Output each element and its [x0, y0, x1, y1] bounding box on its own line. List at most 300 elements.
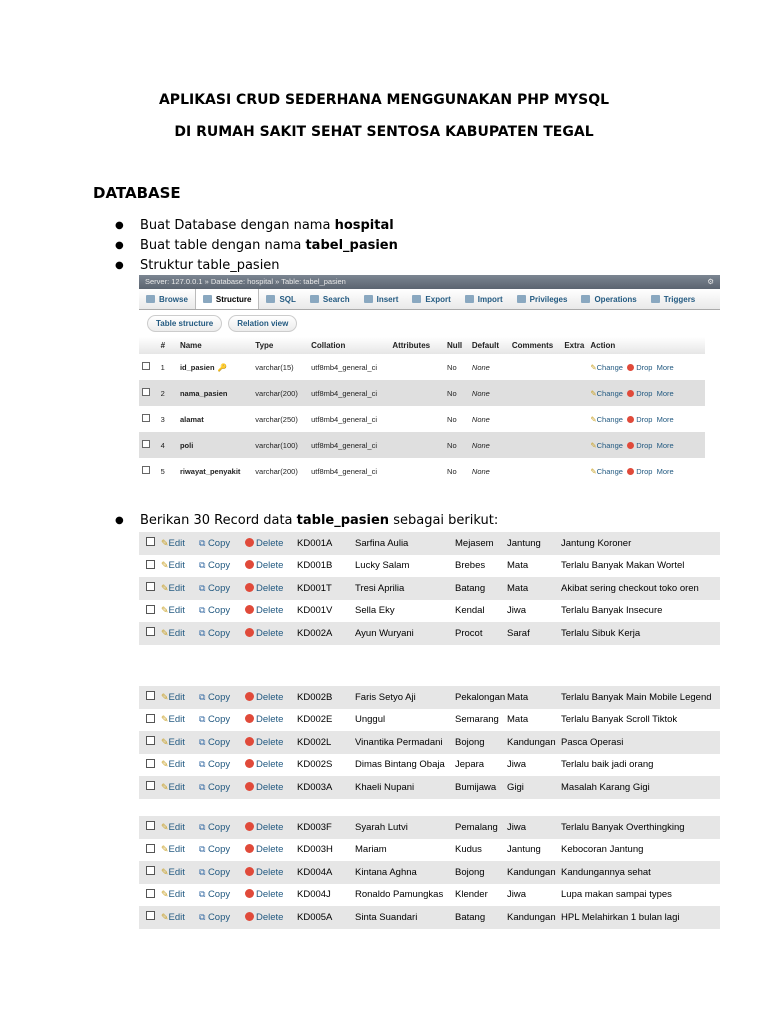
- bullet-dot: ●: [115, 515, 124, 526]
- record-address: Pekalongan: [455, 686, 507, 709]
- record-address: Pemalang: [455, 816, 507, 839]
- column-header: Attributes: [389, 337, 444, 354]
- pencil-icon: ✎: [590, 362, 597, 372]
- more-link[interactable]: More: [656, 466, 674, 476]
- record-id: KD001B: [297, 555, 355, 578]
- record-id: KD001A: [297, 532, 355, 555]
- drop-icon: [627, 416, 634, 423]
- field-extra: [561, 354, 587, 380]
- row-checkbox[interactable]: [146, 821, 155, 830]
- field-null: No: [444, 380, 469, 406]
- drop-icon: [627, 364, 634, 371]
- record-row: [139, 577, 720, 600]
- record-name: Ronaldo Pamungkas: [355, 884, 455, 907]
- drop-link[interactable]: Drop: [627, 389, 652, 398]
- subtab-relation-view[interactable]: Relation view: [228, 315, 297, 332]
- record-history: Terlalu Banyak Insecure: [561, 600, 720, 623]
- change-link[interactable]: ✎Change: [590, 466, 623, 476]
- copy-link[interactable]: ⧉ Copy: [199, 776, 245, 799]
- column-header: Extra: [561, 337, 587, 354]
- tab-browse[interactable]: Browse: [139, 289, 195, 309]
- field-comments: [509, 380, 561, 406]
- row-checkbox[interactable]: [146, 781, 155, 790]
- structure-row: [139, 458, 705, 484]
- field-null: No: [444, 458, 469, 484]
- pencil-icon: ✎: [161, 866, 169, 877]
- delete-link[interactable]: Delete: [245, 754, 297, 777]
- bullet-dot: ●: [115, 220, 124, 231]
- delete-link[interactable]: Delete: [245, 906, 297, 929]
- record-poli: Gigi: [507, 776, 561, 799]
- record-row: [139, 555, 720, 578]
- row-checkbox[interactable]: [146, 714, 155, 723]
- field-default: None: [469, 458, 509, 484]
- header-checkbox-cell: [139, 337, 158, 354]
- record-row: [139, 861, 720, 884]
- pencil-icon: ✎: [161, 582, 169, 593]
- copy-link[interactable]: ⧉ Copy: [199, 532, 245, 555]
- delete-icon: [245, 737, 254, 746]
- record-row: [139, 600, 720, 623]
- structure-row: [139, 406, 705, 432]
- record-address: Bojong: [455, 861, 507, 884]
- field-name: nama_pasien: [179, 388, 228, 398]
- edit-link[interactable]: ✎Edit: [161, 816, 199, 839]
- more-link[interactable]: More: [656, 388, 674, 398]
- row-checkbox[interactable]: [146, 736, 155, 745]
- pencil-icon: ✎: [590, 440, 597, 450]
- tab-insert[interactable]: Insert: [357, 289, 406, 309]
- record-row: [139, 884, 720, 907]
- record-poli: Jiwa: [507, 884, 561, 907]
- delete-icon: [245, 692, 254, 701]
- record-history: Jantung Koroner: [561, 532, 720, 555]
- subtab-bar: [147, 315, 297, 332]
- bullet-text: Berikan 30 Record data table_pasien sebagai berikut:: [140, 513, 499, 528]
- delete-link[interactable]: Delete: [245, 776, 297, 799]
- record-history: Masalah Karang Gigi: [561, 776, 720, 799]
- structure-icon: [203, 295, 212, 303]
- delete-link[interactable]: Delete: [245, 577, 297, 600]
- row-checkbox[interactable]: [146, 560, 155, 569]
- record-row: [139, 839, 720, 862]
- change-link[interactable]: ✎Change: [590, 362, 623, 372]
- row-checkbox[interactable]: [146, 605, 155, 614]
- change-link[interactable]: ✎Change: [590, 414, 623, 424]
- sql-icon: [266, 295, 275, 303]
- record-history: Terlalu Sibuk Kerja: [561, 622, 720, 645]
- more-link[interactable]: More: [656, 440, 674, 450]
- delete-link[interactable]: Delete: [245, 555, 297, 578]
- record-row: [139, 686, 720, 709]
- record-address: Kendal: [455, 600, 507, 623]
- copy-link[interactable]: ⧉ Copy: [199, 600, 245, 623]
- row-checkbox[interactable]: [146, 582, 155, 591]
- record-name: Sella Eky: [355, 600, 455, 623]
- edit-link[interactable]: ✎Edit: [161, 709, 199, 732]
- field-extra: [561, 406, 587, 432]
- copy-icon: ⧉: [199, 759, 208, 770]
- drop-link[interactable]: Drop: [627, 363, 652, 372]
- delete-icon: [245, 867, 254, 876]
- record-poli: Jiwa: [507, 600, 561, 623]
- field-name: riwayat_penyakit: [179, 466, 241, 476]
- pencil-icon: ✎: [161, 781, 169, 792]
- record-id: KD001V: [297, 600, 355, 623]
- bullet-dot: ●: [115, 240, 124, 251]
- field-default: None: [469, 380, 509, 406]
- record-name: Syarah Lutvi: [355, 816, 455, 839]
- triggers-icon: [651, 295, 660, 303]
- row-checkbox[interactable]: [146, 866, 155, 875]
- edit-link[interactable]: ✎Edit: [161, 555, 199, 578]
- record-history: Pasca Operasi: [561, 731, 720, 754]
- field-name: alamat: [179, 414, 204, 424]
- record-row: [139, 776, 720, 799]
- records-table-1: [139, 532, 720, 645]
- record-row: [139, 709, 720, 732]
- delete-icon: [245, 538, 254, 547]
- copy-link[interactable]: ⧉ Copy: [199, 816, 245, 839]
- tab-structure[interactable]: Structure: [195, 289, 260, 309]
- structure-table: [139, 337, 705, 484]
- record-address: Jepara: [455, 754, 507, 777]
- record-poli: Mata: [507, 577, 561, 600]
- record-address: Bojong: [455, 731, 507, 754]
- field-name: id_pasien: [179, 362, 215, 372]
- pencil-icon: ✎: [161, 560, 169, 571]
- field-comments: [509, 354, 561, 380]
- column-header: Action: [587, 337, 705, 354]
- drop-icon: [627, 390, 634, 397]
- record-poli: Mata: [507, 555, 561, 578]
- structure-row: [139, 432, 705, 458]
- copy-icon: ⧉: [199, 627, 208, 638]
- operations-icon: [581, 295, 590, 303]
- tab-triggers[interactable]: Triggers: [644, 289, 703, 309]
- phpmyadmin-structure-screenshot: [139, 275, 720, 488]
- column-header: #: [158, 337, 177, 354]
- copy-icon: ⧉: [199, 560, 208, 571]
- field-collation: utf8mb4_general_ci: [308, 432, 389, 458]
- copy-icon: ⧉: [199, 844, 208, 855]
- pencil-icon: ✎: [161, 605, 169, 616]
- record-name: Lucky Salam: [355, 555, 455, 578]
- records-table-3: [139, 816, 720, 929]
- record-address: Batang: [455, 906, 507, 929]
- copy-icon: ⧉: [199, 866, 208, 877]
- column-header: Comments: [509, 337, 561, 354]
- edit-link[interactable]: ✎Edit: [161, 861, 199, 884]
- row-checkbox[interactable]: [146, 627, 155, 636]
- field-extra: [561, 432, 587, 458]
- record-name: Mariam: [355, 839, 455, 862]
- record-poli: Jantung: [507, 532, 561, 555]
- privileges-icon: [517, 295, 526, 303]
- copy-icon: ⧉: [199, 537, 208, 548]
- delete-icon: [245, 605, 254, 614]
- edit-link[interactable]: ✎Edit: [161, 600, 199, 623]
- pencil-icon: ✎: [161, 537, 169, 548]
- document-title-line-2: DI RUMAH SAKIT SEHAT SENTOSA KABUPATEN TEGAL: [174, 124, 594, 140]
- field-extra: [561, 380, 587, 406]
- record-address: Brebes: [455, 555, 507, 578]
- pencil-icon: ✎: [161, 736, 169, 747]
- field-attributes: [389, 406, 444, 432]
- record-poli: Mata: [507, 686, 561, 709]
- edit-link[interactable]: ✎Edit: [161, 532, 199, 555]
- edit-link[interactable]: ✎Edit: [161, 577, 199, 600]
- field-attributes: [389, 432, 444, 458]
- field-comments: [509, 406, 561, 432]
- drop-link[interactable]: Drop: [627, 415, 652, 424]
- field-collation: utf8mb4_general_ci: [308, 380, 389, 406]
- record-name: Tresi Aprilia: [355, 577, 455, 600]
- record-name: Sarfina Aulia: [355, 532, 455, 555]
- copy-icon: ⧉: [199, 781, 208, 792]
- drop-icon: [627, 442, 634, 449]
- copy-link[interactable]: ⧉ Copy: [199, 731, 245, 754]
- field-null: No: [444, 432, 469, 458]
- record-id: KD001T: [297, 577, 355, 600]
- record-history: Lupa makan sampai types: [561, 884, 720, 907]
- copy-link[interactable]: ⧉ Copy: [199, 577, 245, 600]
- delete-link[interactable]: Delete: [245, 532, 297, 555]
- record-name: Ayun Wuryani: [355, 622, 455, 645]
- column-header: Null: [444, 337, 469, 354]
- tab-import[interactable]: Import: [458, 289, 510, 309]
- tab-export[interactable]: Export: [405, 289, 457, 309]
- field-attributes: [389, 354, 444, 380]
- field-collation: utf8mb4_general_ci: [308, 406, 389, 432]
- more-link[interactable]: More: [656, 414, 674, 424]
- delete-link[interactable]: Delete: [245, 709, 297, 732]
- pencil-icon: ✎: [161, 844, 169, 855]
- delete-link[interactable]: Delete: [245, 839, 297, 862]
- record-history: Kandungannya sehat: [561, 861, 720, 884]
- record-id: KD003A: [297, 776, 355, 799]
- row-checkbox[interactable]: [142, 466, 150, 474]
- edit-link[interactable]: ✎Edit: [161, 731, 199, 754]
- record-id: KD005A: [297, 906, 355, 929]
- column-header: Default: [469, 337, 509, 354]
- records-table-2: [139, 686, 720, 799]
- record-id: KD002S: [297, 754, 355, 777]
- record-address: Kudus: [455, 839, 507, 862]
- tab-privileges[interactable]: Privileges: [510, 289, 575, 309]
- row-checkbox[interactable]: [142, 388, 150, 396]
- row-checkbox[interactable]: [146, 759, 155, 768]
- copy-link[interactable]: ⧉ Copy: [199, 861, 245, 884]
- field-name: poli: [179, 440, 194, 450]
- delete-link[interactable]: Delete: [245, 861, 297, 884]
- pencil-icon: ✎: [590, 388, 597, 398]
- delete-icon: [245, 714, 254, 723]
- field-null: No: [444, 406, 469, 432]
- copy-link[interactable]: ⧉ Copy: [199, 839, 245, 862]
- record-address: Klender: [455, 884, 507, 907]
- field-type: varchar(200): [252, 380, 308, 406]
- pencil-icon: ✎: [161, 627, 169, 638]
- record-history: HPL Melahirkan 1 bulan lagi: [561, 906, 720, 929]
- search-icon: [310, 295, 319, 303]
- record-poli: Kandungan: [507, 906, 561, 929]
- bullet-dot: ●: [115, 260, 124, 271]
- change-link[interactable]: ✎Change: [590, 388, 623, 398]
- pencil-icon: ✎: [161, 889, 169, 900]
- delete-icon: [245, 782, 254, 791]
- row-checkbox[interactable]: [146, 911, 155, 920]
- record-id: KD004A: [297, 861, 355, 884]
- delete-link[interactable]: Delete: [245, 731, 297, 754]
- record-row: [139, 816, 720, 839]
- insert-icon: [364, 295, 373, 303]
- copy-link[interactable]: ⧉ Copy: [199, 884, 245, 907]
- copy-icon: ⧉: [199, 821, 208, 832]
- record-poli: Jiwa: [507, 754, 561, 777]
- row-checkbox[interactable]: [146, 537, 155, 546]
- structure-header-row: [139, 337, 705, 354]
- field-default: None: [469, 432, 509, 458]
- field-default: None: [469, 354, 509, 380]
- record-history: Terlalu Banyak Makan Wortel: [561, 555, 720, 578]
- record-address: Mejasem: [455, 532, 507, 555]
- delete-link[interactable]: Delete: [245, 622, 297, 645]
- breadcrumb-text: Server: 127.0.0.1 » Database: hospital » Table: tabel_pasien: [145, 277, 346, 286]
- record-name: Khaeli Nupani: [355, 776, 455, 799]
- copy-icon: ⧉: [199, 714, 208, 725]
- edit-link[interactable]: ✎Edit: [161, 906, 199, 929]
- edit-link[interactable]: ✎Edit: [161, 884, 199, 907]
- pencil-icon: ✎: [161, 821, 169, 832]
- record-address: Procot: [455, 622, 507, 645]
- field-number: 2: [158, 380, 177, 406]
- record-row: [139, 754, 720, 777]
- more-link[interactable]: More: [656, 362, 674, 372]
- field-attributes: [389, 380, 444, 406]
- drop-link[interactable]: Drop: [627, 467, 652, 476]
- browse-icon: [146, 295, 155, 303]
- column-header: Type: [252, 337, 308, 354]
- export-icon: [412, 295, 421, 303]
- copy-link[interactable]: ⧉ Copy: [199, 555, 245, 578]
- record-name: Kintana Aghna: [355, 861, 455, 884]
- field-number: 1: [158, 354, 177, 380]
- edit-link[interactable]: ✎Edit: [161, 686, 199, 709]
- tab-sql[interactable]: SQL: [259, 289, 302, 309]
- field-default: None: [469, 406, 509, 432]
- record-name: Sinta Suandari: [355, 906, 455, 929]
- copy-icon: ⧉: [199, 691, 208, 702]
- pencil-icon: ✎: [590, 414, 597, 424]
- drop-icon: [627, 468, 634, 475]
- field-type: varchar(200): [252, 458, 308, 484]
- copy-link[interactable]: ⧉ Copy: [199, 709, 245, 732]
- edit-link[interactable]: ✎Edit: [161, 839, 199, 862]
- edit-link[interactable]: ✎Edit: [161, 622, 199, 645]
- record-id: KD002E: [297, 709, 355, 732]
- record-row: [139, 532, 720, 555]
- delete-icon: [245, 889, 254, 898]
- delete-icon: [245, 912, 254, 921]
- pencil-icon: ✎: [161, 714, 169, 725]
- record-history: Akibat sering checkout toko oren: [561, 577, 720, 600]
- delete-link[interactable]: Delete: [245, 686, 297, 709]
- copy-link[interactable]: ⧉ Copy: [199, 754, 245, 777]
- delete-link[interactable]: Delete: [245, 884, 297, 907]
- change-link[interactable]: ✎Change: [590, 440, 623, 450]
- subtab-table-structure[interactable]: Table structure: [147, 315, 222, 332]
- field-type: varchar(100): [252, 432, 308, 458]
- field-comments: [509, 432, 561, 458]
- row-checkbox[interactable]: [146, 691, 155, 700]
- field-number: 3: [158, 406, 177, 432]
- edit-link[interactable]: ✎Edit: [161, 754, 199, 777]
- edit-link[interactable]: ✎Edit: [161, 776, 199, 799]
- record-id: KD004J: [297, 884, 355, 907]
- tab-bar: [139, 289, 720, 310]
- bullet-text: Buat table dengan nama tabel_pasien: [140, 238, 398, 253]
- document-title-line-1: APLIKASI CRUD SEDERHANA MENGGUNAKAN PHP MYSQL: [158, 92, 610, 108]
- delete-icon: [245, 560, 254, 569]
- record-poli: Jantung: [507, 839, 561, 862]
- field-attributes: [389, 458, 444, 484]
- copy-icon: ⧉: [199, 582, 208, 593]
- record-id: KD003F: [297, 816, 355, 839]
- copy-link[interactable]: ⧉ Copy: [199, 906, 245, 929]
- tab-search[interactable]: Search: [303, 289, 357, 309]
- row-checkbox[interactable]: [142, 362, 150, 370]
- row-checkbox[interactable]: [142, 414, 150, 422]
- delete-icon: [245, 822, 254, 831]
- import-icon: [465, 295, 474, 303]
- pencil-icon: ✎: [161, 911, 169, 922]
- record-history: Terlalu baik jadi orang: [561, 754, 720, 777]
- tab-operations[interactable]: Operations: [574, 289, 643, 309]
- copy-link[interactable]: ⧉ Copy: [199, 686, 245, 709]
- pencil-icon: ✎: [161, 759, 169, 770]
- copy-link[interactable]: ⧉ Copy: [199, 622, 245, 645]
- record-history: Terlalu Banyak Overthingking: [561, 816, 720, 839]
- field-null: No: [444, 354, 469, 380]
- gear-icon[interactable]: ⚙: [707, 277, 714, 286]
- copy-icon: ⧉: [199, 889, 208, 900]
- row-checkbox[interactable]: [146, 889, 155, 898]
- row-checkbox[interactable]: [142, 440, 150, 448]
- delete-icon: [245, 628, 254, 637]
- field-collation: utf8mb4_general_ci: [308, 458, 389, 484]
- record-address: Semarang: [455, 709, 507, 732]
- row-checkbox[interactable]: [146, 844, 155, 853]
- section-heading-database: DATABASE: [93, 184, 181, 202]
- bullet-text: Struktur table_pasien: [140, 258, 280, 273]
- record-history: Terlalu Banyak Scroll Tiktok: [561, 709, 720, 732]
- pencil-icon: ✎: [161, 691, 169, 702]
- column-header: Name: [177, 337, 252, 354]
- record-name: Faris Setyo Aji: [355, 686, 455, 709]
- copy-icon: ⧉: [199, 736, 208, 747]
- delete-link[interactable]: Delete: [245, 816, 297, 839]
- record-poli: Jiwa: [507, 816, 561, 839]
- breadcrumb: [139, 275, 720, 289]
- record-id: KD002B: [297, 686, 355, 709]
- record-name: Dimas Bintang Obaja: [355, 754, 455, 777]
- record-poli: Kandungan: [507, 861, 561, 884]
- drop-link[interactable]: Drop: [627, 441, 652, 450]
- delete-link[interactable]: Delete: [245, 600, 297, 623]
- record-poli: Kandungan: [507, 731, 561, 754]
- record-address: Bumijawa: [455, 776, 507, 799]
